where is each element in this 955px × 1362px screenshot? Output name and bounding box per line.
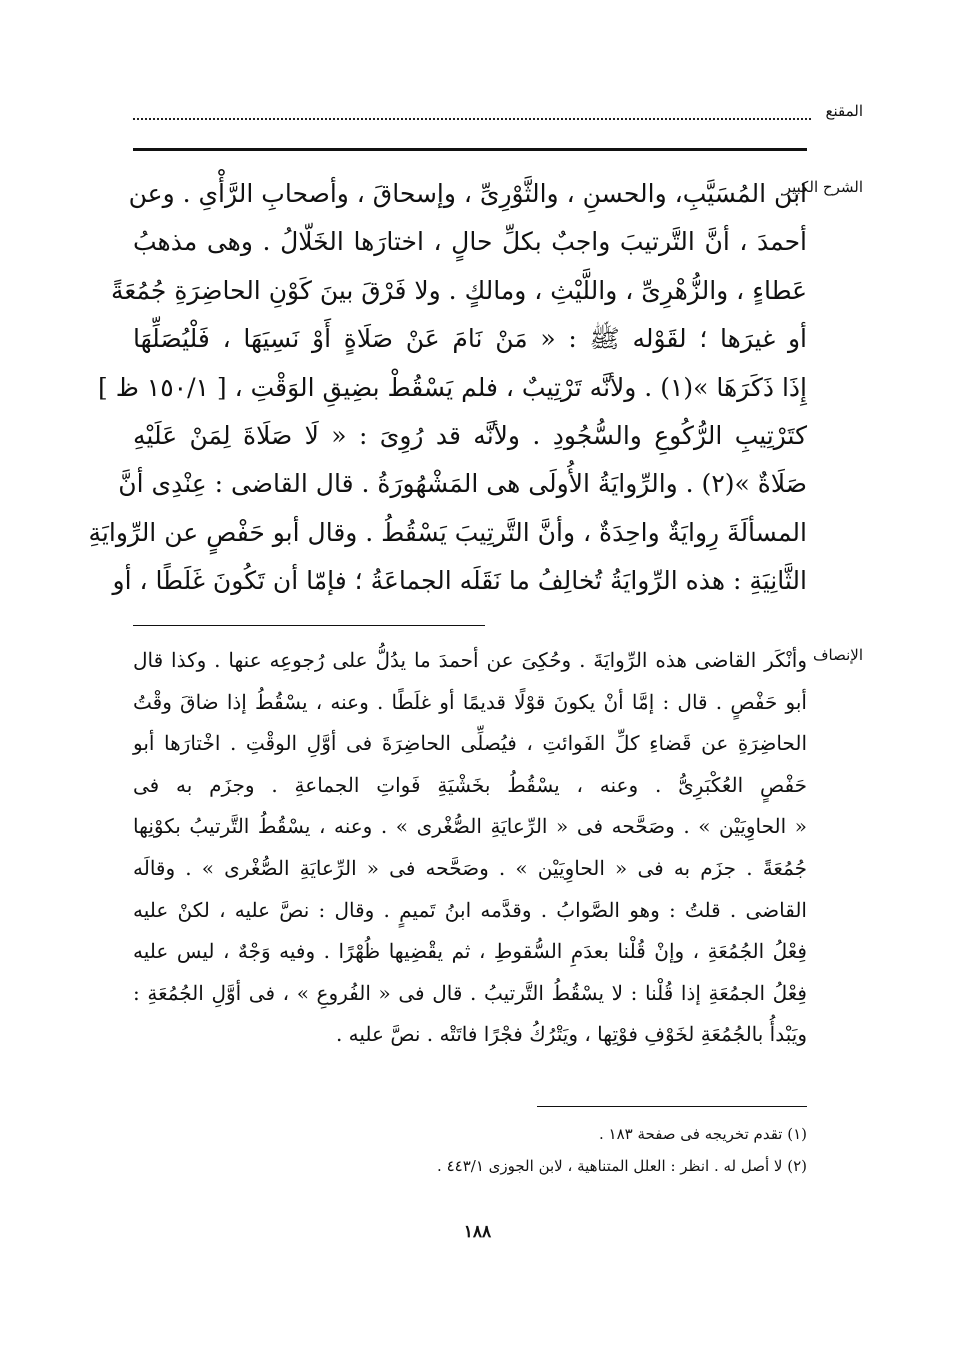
insaf-line: القاضى . قلتُ : وهو الصَّوابُ . وقدَّمه ابنُ تَميمٍ . وقال : نصَّ عليه ، لكنْ عليه: [133, 897, 807, 922]
insaf-line: ويَبْدأُ بالجُمُعَةِ لخَوْفِ فوْتِها ، ويَتْرُكُ فجْرًا فاتَتْه . نصَّ عليه .: [335, 1022, 807, 1047]
sharh-label: الشرح الكبير: [783, 178, 863, 196]
insaf-label: الإنصاف: [812, 646, 863, 664]
section-divider: [133, 625, 485, 626]
sharh-line: أو غيرَها ؛ لقَوْله ﷺ : « مَنْ نَامَ عَنْ صَلَاةٍ أَوْ نَسِيَهَا ، فَلْيُصَلِّهَا: [133, 324, 807, 354]
insaf-line: الحاضِرَةِ عن قَضاءِ كلِّ الفَوائتِ ، فيُصلِّى الحاضِرَةَ فى أوَّلِ الوقْتِ . اخْتارَها أبو: [133, 731, 807, 756]
sharh-line: كتَرْتِيبِ الرُّكُوعِ والسُّجُودِ . ولأنَّه قد رُوِىَ : « لَا صَلَاةَ لِمَنْ عَلَيْهِ: [133, 420, 807, 450]
footnote-1: (١) تقدم تخريجه فى صفحة ١٨٣ .: [598, 1125, 807, 1143]
insaf-line: جُمُعَةً . جزَم به فى « الحاوِيَيْن » . وصَحَّحه فى « الرِّعايَةِ الصُّغْرى » . وقالَه: [133, 855, 807, 880]
insaf-line: حَفْصٍ العُكْبَرِىُّ . وعنه ، يسْقُطُ بخَشْيَةِ فَواتِ الجماعةِ . وجزَم به فى: [133, 772, 807, 797]
insaf-line: أبو حَفْصٍ . قال : إمَّا أنْ يكونَ قوْلًا قديمًا أو غلَطًا . وعنه ، يسْقُطُ إذا ضاقَ وقْتُ: [133, 689, 807, 714]
sharh-line: إِذَا ذَكَرَهَا »(١) . ولأنَّه تَرْتِيبٌ ، فلم يَسْقُطْ بضِيقِ الوَقْتِ ، [ ١٥٠/١ ظ ]: [98, 372, 807, 402]
footnote-2: (٢) لا أصل له . انظر : العلل المتناهية ، لابن الجوزى ٤٤٣/١ .: [437, 1157, 807, 1175]
insaf-line: وأنْكَر القاضى هذه الرِّوايَةَ . وحُكِىَ عن أحمدَ ما يدُلُّ على رُجوعِه عنها . وكذا قال: [133, 648, 807, 672]
header-dotted-leader: [133, 118, 811, 120]
page-number: ١٨٨: [463, 1222, 492, 1242]
sharh-line: عَطاءٍ ، والزُّهْرِىِّ ، واللَّيْثِ ، ومالكٍ . ولا فَرْقَ بينَ كَوْنِ الحاضِرَةِ جُمُعَةً: [111, 275, 807, 305]
sharh-line: ابن المُسَيَّبِ، والحسنِ ، والثَّوْرِىِّ ، وإسحاقَ ، وأصحابِ الرَّأْىِ . وعن: [128, 179, 807, 208]
sharh-line: صَلَاةٌ »(٢) . والرِّوايَةُ الأُولَى هى المَشْهُورَةُ . قال القاضى : عِنْدِى أنَّ: [118, 469, 807, 499]
footnotes: [133, 1118, 807, 1182]
header-rule: [133, 148, 807, 151]
footnote-rule: [537, 1106, 807, 1107]
running-head: [133, 100, 863, 130]
header-title: المقنع: [825, 102, 863, 120]
sharh-line: أحمدَ ، أنَّ التَّرتيبَ واجبٌ بكلِّ حالٍ ، اختارَها الخَلّالُ . وهى مذهبُ: [133, 227, 807, 257]
sharh-line: الثَّانِيَةِ : هذه الرِّوايَةُ تُخالِفُ ما نَقَلَه الجماعَةُ ؛ فإمّا أن تَكُونَ غَلَطًا ، أو: [112, 566, 807, 596]
insaf-line: فِعْلُ الجمُعَةِ إذا قُلْنا : لا يسْقُطُ التَّرتيبُ . قال فى « الفُروعِ » ، فى أوَّلِ الجُمُعَةِ :: [133, 980, 807, 1005]
insaf-line: « الحاوِيَيْن » . وصَحَّحه فى « الرِّعايَةِ الصُّغْرى » . وعنه ، يسْقُطُ التَّرتيبُ بكوْنِها: [133, 814, 807, 839]
sharh-line: المسألَةَ رِوايَةٌ واحِدَةٌ ، وأنَّ التَّرتِيبَ يَسْقُطُ . وقال أبو حَفْصٍ عن الرِّوايَةِ: [88, 517, 807, 547]
insaf-text: [133, 640, 807, 1056]
insaf-line: فِعْلُ الجُمُعَةِ ، وإنْ قُلْنا بعدَمِ السُّقوطِ ، ثم يقْضِيها ظُهْرًا . وفيه وَجْهٌ ، ليس عليه: [133, 939, 807, 964]
sharh-text: [88, 170, 807, 606]
